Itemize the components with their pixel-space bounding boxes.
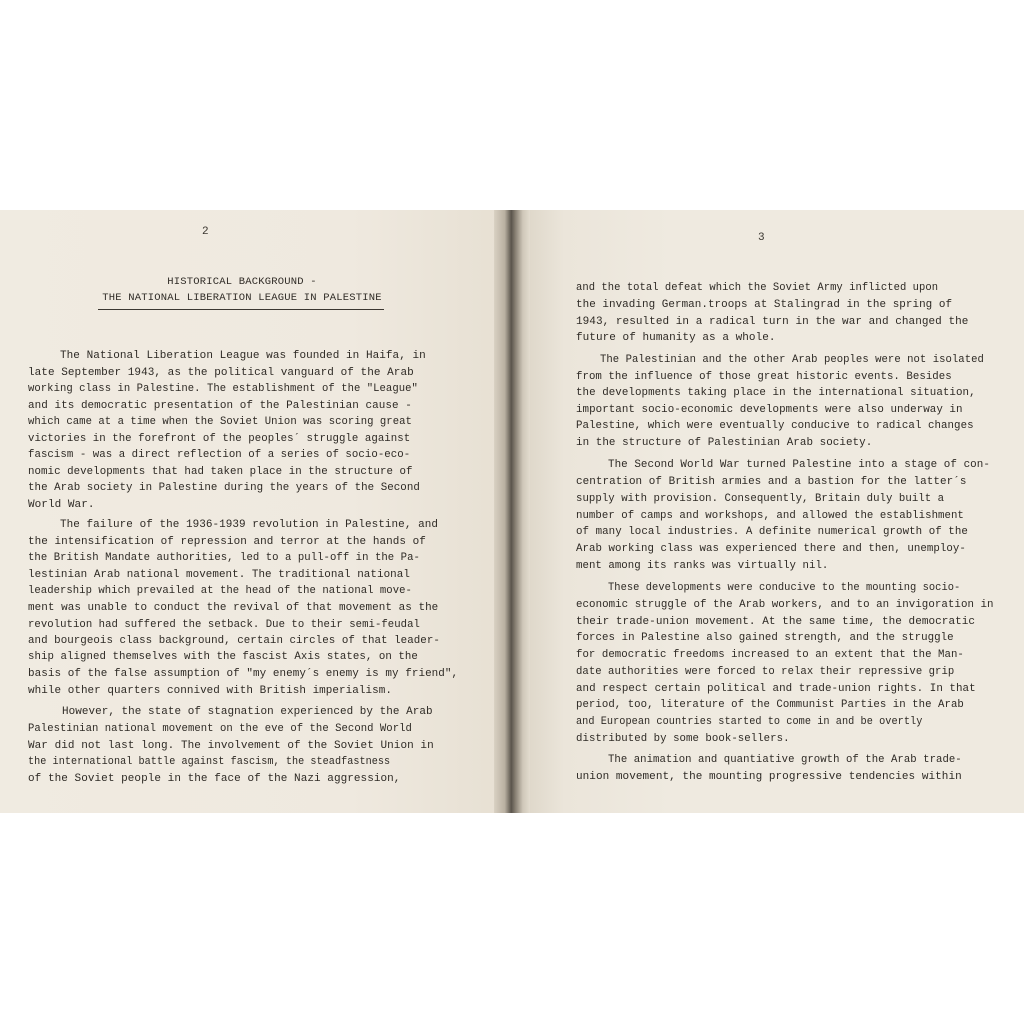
text-line: number of camps and workshops, and allowed the establishment <box>576 510 964 522</box>
text-line: War did not last long. The involvement of the Soviet Union in <box>28 740 434 752</box>
heading-line-2: THE NATIONAL LIBERATION LEAGUE IN PALESTINE <box>102 292 382 304</box>
text-line: important socio-economic developments were also underway in <box>576 404 963 416</box>
text-line: and respect certain political and trade-union rights. In that <box>576 683 976 695</box>
text-line: The animation and quantiative growth of the Arab trade- <box>608 754 962 766</box>
text-line: which came at a time when the Soviet Union was scoring great <box>28 416 412 428</box>
text-line: in the structure of Palestinian Arab society. <box>576 437 873 449</box>
text-line: for democratic freedoms increased to an extent that the Man- <box>576 649 964 661</box>
text-line: The Palestinian and the other Arab peoples were not isolated <box>600 354 984 366</box>
text-line: their trade-union movement. At the same time, the democratic <box>576 616 976 628</box>
book-gutter <box>494 210 530 813</box>
text-line: The failure of the 1936-1939 revolution in Palestine, and <box>60 519 438 531</box>
text-line: ment was unable to conduct the revival of that movement as the <box>28 602 439 614</box>
text-line: of the Soviet people in the face of the Nazi aggression, <box>28 773 401 785</box>
text-line: and European countries started to come in and be overtly <box>576 716 923 728</box>
text-line: The National Liberation League was founded in Haifa, in <box>60 350 426 362</box>
text-line: However, the state of stagnation experienced by the Arab <box>62 706 433 718</box>
text-line: period, too, literature of the Communist Parties in the Arab <box>576 699 964 711</box>
text-line: supply with provision. Consequently, Britain duly built a <box>576 493 945 505</box>
text-line: the intensification of repression and terror at the hands of <box>28 536 426 548</box>
text-line: Palestinian national movement on the eve of the Second World <box>28 723 412 735</box>
text-line: the Arab society in Palestine during the years of the Second <box>28 482 420 494</box>
text-line: basis of the false assumption of "my enemy´s enemy is my friend", <box>28 668 459 680</box>
text-line: lestinian Arab national movement. The traditional national <box>28 569 410 581</box>
page-number: 3 <box>758 232 765 244</box>
text-line: revolution had suffered the setback. Due to their semi-feudal <box>28 619 420 631</box>
text-line: the invading German.troops at Stalingrad in the spring of <box>576 299 953 311</box>
text-line: ment among its ranks was virtually nil. <box>576 560 829 572</box>
text-line: future of humanity as a whole. <box>576 332 776 344</box>
text-line: victories in the forefront of the peoples´ struggle against <box>28 433 411 445</box>
book-spread <box>0 210 1024 813</box>
text-line: working class in Palestine. The establishment of the "League" <box>28 383 418 395</box>
text-line: nomic developments that had taken place in the structure of <box>28 466 413 478</box>
text-line: distributed by some book-sellers. <box>576 733 790 745</box>
text-line: late September 1943, as the political vanguard of the Arab <box>28 367 414 379</box>
text-line: while other quarters connived with British imperialism. <box>28 685 392 697</box>
text-line: forces in Palestine also gained strength, and the struggle <box>576 632 954 644</box>
text-line: date authorities were forced to relax their repressive grip <box>576 666 955 678</box>
text-line: fascism - was a direct reflection of a series of socio-eco- <box>28 449 411 461</box>
text-line: leadership which prevailed at the head of the national move- <box>28 585 412 597</box>
text-line: These developments were conducive to the mounting socio- <box>608 582 961 594</box>
text-line: from the influence of those great historic events. Besides <box>576 371 952 383</box>
text-line: and bourgeois class background, certain circles of that leader- <box>28 635 440 647</box>
page-number: 2 <box>202 226 209 238</box>
text-line: and its democratic presentation of the Palestinian cause - <box>28 400 412 412</box>
heading-underline <box>98 309 384 310</box>
text-line: the developments taking place in the international situation, <box>576 387 976 399</box>
left-page <box>0 210 502 813</box>
text-line: Palestine, which were eventually conducive to radical changes <box>576 420 974 432</box>
text-line: union movement, the mounting progressive tendencies within <box>576 771 962 783</box>
text-line: ship aligned themselves with the fascist Axis states, on the <box>28 651 418 663</box>
text-line: the international battle against fascism, the steadfastness <box>28 756 391 768</box>
text-line: World War. <box>28 499 95 511</box>
text-line: of many local industries. A definite numerical growth of the <box>576 526 968 538</box>
right-page <box>524 210 1024 813</box>
heading-line-1: HISTORICAL BACKGROUND - <box>167 276 317 288</box>
text-line: 1943, resulted in a radical turn in the war and changed the <box>576 316 969 328</box>
text-line: the British Mandate authorities, led to a pull-off in the Pa- <box>28 552 420 564</box>
text-line: Arab working class was experienced there and then, unemploy- <box>576 543 966 555</box>
text-line: The Second World War turned Palestine into a stage of con- <box>608 459 990 471</box>
text-line: centration of British armies and a bastion for the latter´s <box>576 476 967 488</box>
text-line: economic struggle of the Arab workers, and to an invigoration in <box>576 599 994 611</box>
text-line: and the total defeat which the Soviet Army inflicted upon <box>576 282 939 294</box>
